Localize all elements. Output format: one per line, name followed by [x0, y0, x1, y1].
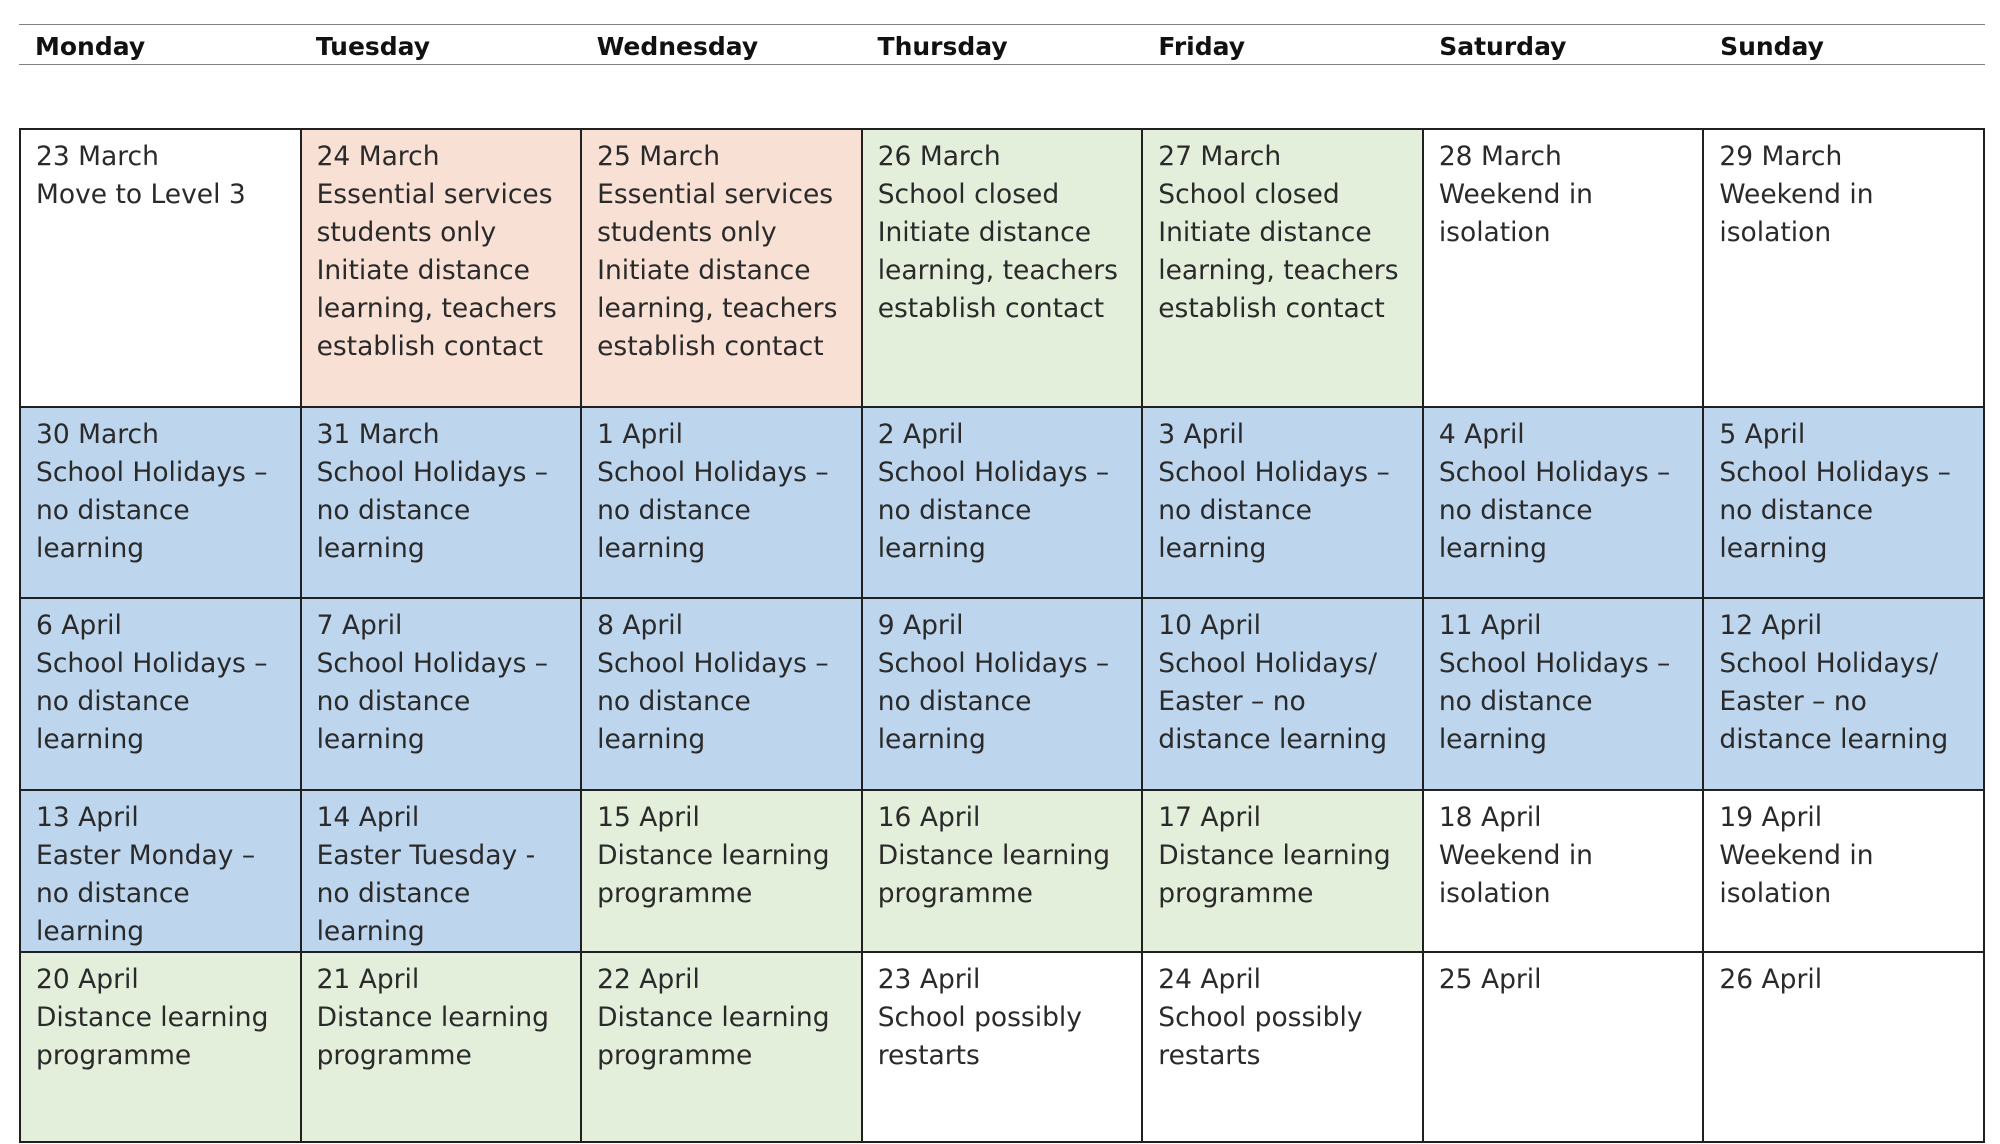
day-date: 31 March: [316, 419, 440, 450]
day-date: 24 April: [1158, 964, 1261, 995]
day-note: School possibly restarts: [1158, 1002, 1363, 1071]
day-date: 25 March: [597, 141, 721, 172]
day-cell: [301, 790, 582, 952]
day-date: 8 April: [597, 610, 683, 641]
day-date: 23 March: [36, 141, 159, 172]
day-date: 30 March: [36, 419, 159, 450]
day-date: 19 April: [1719, 802, 1823, 833]
day-note: School Holidays – no distance learning: [597, 648, 829, 755]
day-note: School Holidays – no distance learning: [877, 648, 1110, 755]
day-cell: [581, 790, 862, 952]
day-cell: [1142, 952, 1423, 1142]
day-cell: [1703, 952, 1984, 1142]
weekday-friday: Friday: [1142, 25, 1423, 65]
day-date: 13 April: [36, 802, 139, 833]
day-cell: [20, 952, 301, 1142]
day-note: Weekend in isolation: [1719, 179, 1874, 248]
day-note: Distance learning programme: [877, 840, 1111, 909]
day-date: 16 April: [877, 802, 981, 833]
day-cell: [1142, 790, 1423, 952]
day-note: School Holidays – no distance learning: [1719, 457, 1951, 564]
day-note: School Holidays – no distance learning: [36, 457, 268, 564]
day-cell: [20, 407, 301, 598]
day-date: 22 April: [597, 964, 700, 995]
day-cell: [581, 129, 862, 407]
weekday-wednesday: Wednesday: [581, 25, 862, 65]
day-date: 25 April: [1438, 964, 1542, 995]
calendar-grid: [19, 128, 1985, 1143]
day-note: School Holidays – no distance learning: [36, 648, 268, 755]
day-date: 26 April: [1719, 964, 1823, 995]
day-date: 9 April: [877, 610, 964, 641]
day-note: School possibly restarts: [877, 1002, 1082, 1071]
day-cell: [581, 952, 862, 1142]
day-note: Distance learning programme: [597, 1002, 830, 1071]
weekday-saturday: Saturday: [1423, 25, 1704, 65]
day-note: Weekend in isolation: [1438, 840, 1593, 909]
day-note: Distance learning programme: [597, 840, 830, 909]
day-note: Distance learning programme: [36, 1002, 269, 1071]
day-note: School closed Initiate distance learning, teachers establish contact: [1158, 179, 1399, 324]
day-date: 18 April: [1438, 802, 1542, 833]
day-note: School Holidays – no distance learning: [316, 457, 549, 564]
day-note: Move to Level 3: [36, 179, 246, 210]
day-note: Weekend in isolation: [1719, 840, 1874, 909]
day-cell: [862, 790, 1143, 952]
weekday-monday: Monday: [19, 25, 300, 65]
day-cell: [20, 129, 301, 407]
day-note: School Holidays – no distance learning: [877, 457, 1110, 564]
day-cell: [301, 407, 582, 598]
day-note: School Holidays – no distance learning: [1158, 457, 1390, 564]
day-cell: [862, 129, 1143, 407]
weekday-header-row: [19, 25, 1985, 65]
day-note: Easter Tuesday - no distance learning: [316, 840, 536, 947]
weekday-tuesday: Tuesday: [300, 25, 581, 65]
day-note: Distance learning programme: [1158, 840, 1391, 909]
day-date: 29 March: [1719, 141, 1843, 172]
weekday-thursday: Thursday: [862, 25, 1143, 65]
weekday-header: [19, 24, 1985, 65]
day-date: 24 March: [316, 141, 440, 172]
day-note: Weekend in isolation: [1438, 179, 1593, 248]
week-row: [20, 129, 1984, 407]
week-row: [20, 407, 1984, 598]
day-date: 26 March: [877, 141, 1001, 172]
day-date: 3 April: [1158, 419, 1245, 450]
day-cell: [1703, 598, 1984, 790]
day-cell: [301, 598, 582, 790]
day-date: 21 April: [316, 964, 420, 995]
day-note: School Holidays/ Easter – no distance learning: [1158, 648, 1388, 755]
day-note: Distance learning programme: [316, 1002, 549, 1071]
day-date: 10 April: [1158, 610, 1261, 641]
day-cell: [1703, 129, 1984, 407]
day-date: 7 April: [316, 610, 403, 641]
day-note: School Holidays/ Easter – no distance learning: [1719, 648, 1949, 755]
day-date: 4 April: [1438, 419, 1525, 450]
day-note: School Holidays – no distance learning: [1438, 457, 1671, 564]
day-cell: [1703, 407, 1984, 598]
day-note: School closed Initiate distance learning, teachers establish contact: [877, 179, 1118, 324]
day-date: 15 April: [597, 802, 700, 833]
week-row: [20, 790, 1984, 952]
week-row: [20, 952, 1984, 1142]
day-cell: [1423, 407, 1704, 598]
day-date: 27 March: [1158, 141, 1282, 172]
day-note: Easter Monday – no distance learning: [36, 840, 256, 947]
day-note: School Holidays – no distance learning: [316, 648, 549, 755]
day-cell: [1142, 129, 1423, 407]
day-date: 2 April: [877, 419, 964, 450]
day-cell: [862, 952, 1143, 1142]
day-cell: [301, 129, 582, 407]
day-cell: [20, 598, 301, 790]
day-date: 23 April: [877, 964, 981, 995]
day-cell: [862, 407, 1143, 598]
day-cell: [301, 952, 582, 1142]
day-note: School Holidays – no distance learning: [597, 457, 829, 564]
week-row: [20, 598, 1984, 790]
day-cell: [1142, 407, 1423, 598]
day-cell: [1423, 129, 1704, 407]
day-date: 5 April: [1719, 419, 1806, 450]
day-note: School Holidays – no distance learning: [1438, 648, 1671, 755]
day-date: 28 March: [1438, 141, 1562, 172]
day-date: 12 April: [1719, 610, 1823, 641]
day-date: 11 April: [1438, 610, 1542, 641]
weekday-sunday: Sunday: [1704, 25, 1985, 65]
day-cell: [1423, 790, 1704, 952]
day-cell: [862, 598, 1143, 790]
day-cell: [1142, 598, 1423, 790]
day-cell: [1703, 790, 1984, 952]
day-date: 17 April: [1158, 802, 1261, 833]
day-cell: [20, 790, 301, 952]
day-date: 14 April: [316, 802, 420, 833]
day-cell: [1423, 952, 1704, 1142]
day-cell: [581, 407, 862, 598]
day-cell: [581, 598, 862, 790]
day-date: 6 April: [36, 610, 122, 641]
day-date: 20 April: [36, 964, 139, 995]
day-date: 1 April: [597, 419, 683, 450]
day-cell: [1423, 598, 1704, 790]
day-note: Essential services students only Initiate distance learning, teachers establish contact: [597, 179, 838, 362]
day-note: Essential services students only Initiate distance learning, teachers establish contact: [316, 179, 557, 362]
